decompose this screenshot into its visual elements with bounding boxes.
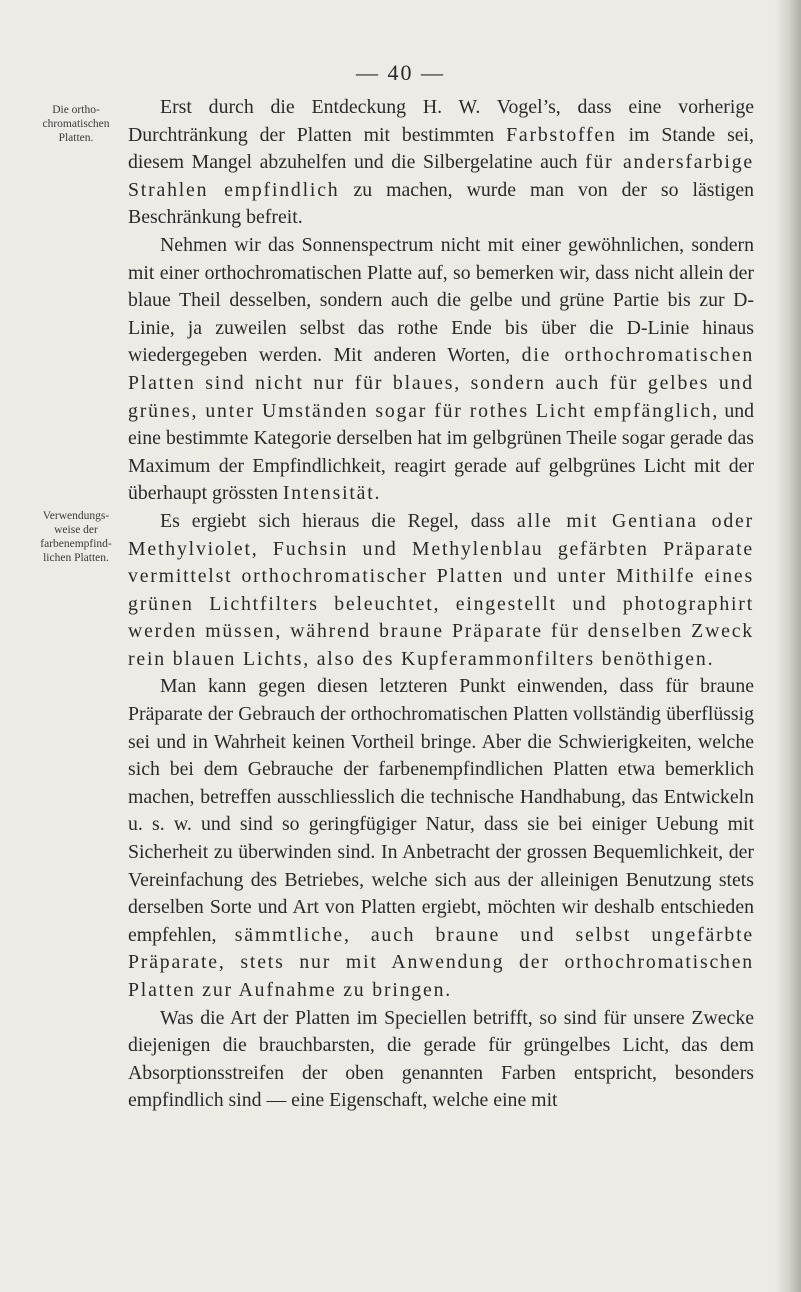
margin-note-usage: Verwendungs-weise der farbenempfind-lichen Platten. <box>40 510 112 564</box>
page-number: — 40 — <box>356 60 445 85</box>
paragraph-1: Erst durch die Entdeckung H. W. Vogel’s, dass eine vorherige Durchtränkung der Platten mit bestimmten Farbstoffen im Stande sei, diesem Mangel abzuhelfen und die Silbergelatine auch für andersfarbige Strahlen empfindlich zu machen, wurde man von der so lästigen Beschränkung befreit. <box>128 96 754 229</box>
paragraph-4: Man kann gegen diesen letzteren Punkt einwenden, dass für braune Präparate der Gebrauch der orthochromatischen Platten vollständig überflüssig sei und in Wahrheit keinen Vortheil bringe. Aber die Schwierigkeiten, welche sich bei dem Gebrauche der farbenempfindlichen Platten etwa bemerklich machen, betreffen ausschliesslich die technische Handhabung, das Entwickeln u. s. w. und sind so geringfügiger Natur, dass sie bei einiger Uebung mit Sicherheit zu überwinden sind. In Anbetracht der grossen Bequemlichkeit, der Vereinfachung des Betriebes, welche sich aus der alleinigen Benutzung stets derselben Sorte und Art von Platten ergiebt, möchten wir deshalb entschieden empfehlen, sämmtliche, auch braune und selbst ungefärbte Präparate, stets nur mit Anwendung der orthochromatischen Platten zur Aufnahme zu bringen. <box>128 675 755 1001</box>
margin-note-orthochromatic-plates: Die ortho-chromatischen Platten. <box>42 104 110 144</box>
paragraph-5: Was die Art der Platten im Speciellen betrifft, so sind für unsere Zwecke diejenigen die brauchbarsten, die gerade für grüngelbes Licht, das dem Absorptionsstreifen der oben genannten Farben entspricht, besonders empfindlich sind — eine Eigenschaft, welche eine mit <box>128 1006 754 1112</box>
paragraph-2: Nehmen wir das Sonnenspectrum nicht mit einer gewöhnlichen, sondern mit einer orthochromatischen Platte auf, so bemerken wir, dass nicht allein der blaue Theil desselben, sondern auch die gelbe und grüne Partie bis zur D-Linie, ja zuweilen selbst das rothe Ende bis über die D-Linie hinaus wiedergegeben werden. Mit anderen Worten, die orthochromatischen Platten sind nicht nur für blaues, sondern auch für gelbes und grünes, unter Umständen sogar für rothes Licht empfänglich, und eine bestimmte Kategorie derselben hat im gelbgrünen Theile sogar gerade das Maximum der Empfindlichkeit, reagirt gerade auf gelbgrünes Licht mit der überhaupt grössten Intensität. <box>128 233 755 505</box>
page-edge-shadow <box>775 0 801 1292</box>
body-text <box>128 94 754 1115</box>
paragraph-3: Es ergiebt sich hieraus die Regel, dass alle mit Gentiana oder Methylviolet, Fuchsin und Methylenblau gefärbten Präparate vermittelst orthochromatischer Platten und unter Mithilfe eines grünen Lichtfilters beleuchtet, eingestellt und photographirt werden müssen, während braune Präparate für denselben Zweck rein blauen Lichts, also des Kupferammonfilters benöthigen. <box>128 509 754 670</box>
